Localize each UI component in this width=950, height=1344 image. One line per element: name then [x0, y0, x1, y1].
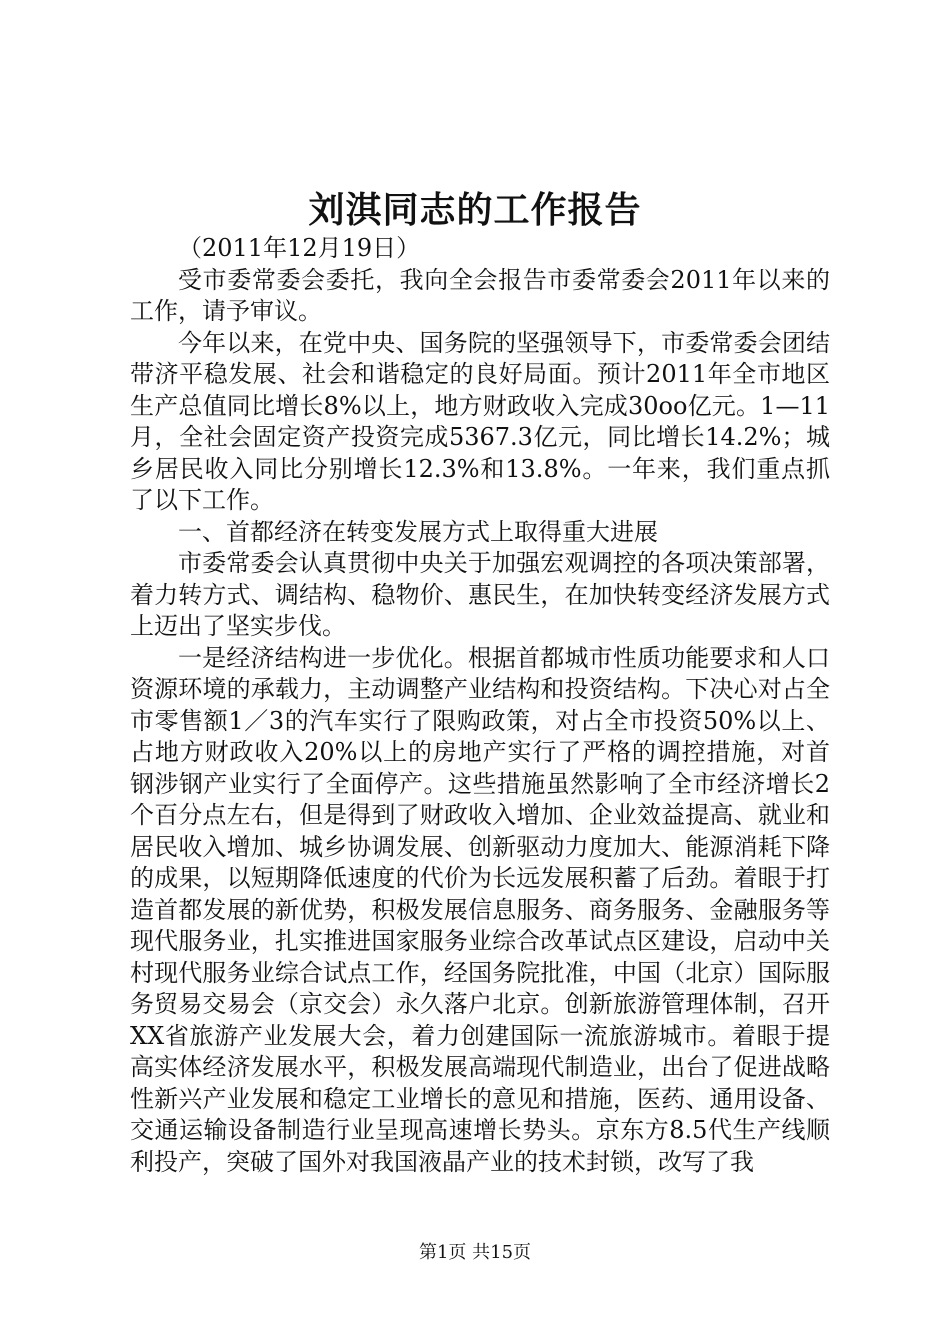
document-body: [130, 233, 830, 1178]
paragraph: 一是经济结构进一步优化。根据首都城市性质功能要求和人口资源环境的承载力，主动调整产业结构和投资结构。下决心对占全市零售额1／3的汽车实行了限购政策，对占全市投资50%以上、占地方财政收入20%以上的房地产实行了严格的调控措施，对首钢涉钢产业实行了全面停产。这些措施虽然影响了全市经济增长2个百分点左右，但是得到了财政收入增加、企业效益提高、就业和居民收入增加、城乡协调发展、创新驱动力度加大、能源消耗下降的成果，以短期降低速度的代价为长远发展积蓄了后劲。着眼于打造首都发展的新优势，积极发展信息服务、商务服务、金融服务等现代服务业，扎实推进国家服务业综合改革试点区建设，启动中关村现代服务业综合试点工作，经国务院批准，中国（北京）国际服务贸易交易会（京交会）永久落户北京。创新旅游管理体制，召开XX省旅游产业发展大会，着力创建国际一流旅游城市。着眼于提高实体经济发展水平，积极发展高端现代制造业，出台了促进战略性新兴产业发展和稳定工业增长的意见和措施，医药、通用设备、交通运输设备制造行业呈现高速增长势头。京东方8.5代生产线顺利投产，突破了国外对我国液晶产业的技术封锁，改写了我: [130, 643, 830, 1176]
date-line: （2011年12月19日）: [178, 234, 421, 262]
document-title: 刘淇同志的工作报告: [308, 189, 642, 231]
paragraph: 市委常委会认真贯彻中央关于加强宏观调控的各项决策部署，着力转方式、调结构、稳物价、惠民生，在加快转变经济发展方式上迈出了坚实步伐。: [130, 549, 830, 640]
page-footer: 第1页 共15页: [418, 1242, 532, 1263]
paragraph: 今年以来，在党中央、国务院的坚强领导下，市委常委会团结带济平稳发展、社会和谐稳定的良好局面。预计2011年全市地区生产总值同比增长8%以上，地方财政收入完成30oo亿元。1—11月，全社会固定资产投资完成5367.3亿元，同比增长14.2%；城乡居民收入同比分别增长12.3%和13.8%。一年来，我们重点抓了以下工作。: [130, 328, 830, 514]
section-heading: 一、首都经济在转变发展方式上取得重大进展: [178, 517, 658, 546]
paragraph: 受市委常委会委托，我向全会报告市委常委会2011年以来的工作，请予审议。: [130, 265, 830, 325]
